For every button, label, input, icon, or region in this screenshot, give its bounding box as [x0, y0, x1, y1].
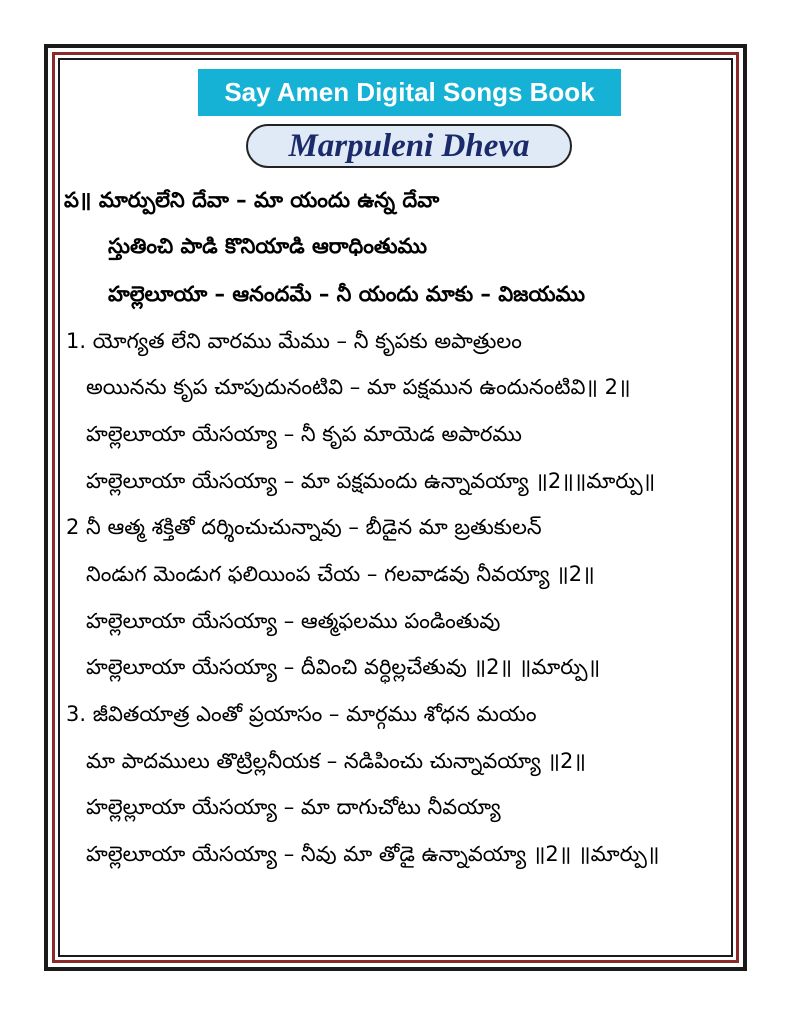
songbook-banner: Say Amen Digital Songs Book — [198, 69, 621, 116]
verse-line: హల్లెలూయా యేసయ్యా – నీ కృప మాయెడ అపారము — [86, 422, 522, 446]
verse-line: మా పాదములు తొట్రిల్లనీయక – నడిపించు చున్నావయ్యా ॥2॥ — [86, 749, 586, 773]
verse-line: హల్లెలూయా యేసయ్యా – దీవించి వర్ధిల్లచేతువు ॥2॥ ॥మార్పు॥ — [86, 655, 601, 679]
verse-line: అయినను కృప చూపుదునంటివి – మా పక్షమున ఉందునంటివి॥ 2॥ — [86, 375, 631, 399]
verse-line: 3. జీవితయాత్ర ఎంతో ప్రయాసం – మార్గము శోధన మయం — [66, 702, 537, 726]
chorus-line: హల్లెలూయా – ఆనందమే – నీ యందు మాకు – విజయము — [108, 282, 586, 306]
verse-line: హల్లెలూయా యేసయ్యా – మా పక్షమందు ఉన్నావయ్యా ॥2॥॥మార్పు॥ — [86, 469, 656, 493]
verse-line: 2 నీ ఆత్మ శక్తితో దర్శించుచున్నావు – బీడైన మా బ్రతుకులన్ — [66, 515, 542, 539]
verse-line: నిండుగ మెండుగ ఫలియింప చేయ – గలవాడవు నీవయ్యా ॥2॥ — [86, 562, 595, 586]
chorus-line: ప॥ మార్పులేని దేవా – మా యందు ఉన్న దేవా — [64, 188, 440, 212]
verse-line: హల్లెలూయా యేసయ్యా – ఆత్మఫలము పండింతువు — [86, 609, 501, 633]
verse-line: 1. యోగ్యత లేని వారము మేము – నీ కృపకు అపాత్రులం — [66, 329, 522, 353]
chorus-line: స్తుతించి పాడి కొనియాడి ఆరాధింతుము — [108, 234, 427, 258]
verse-line: హల్లెల్లూయా యేసయ్యా – మా దాగుచోటు నీవయ్యా — [86, 795, 501, 819]
verse-line: హల్లెలూయా యేసయ్యా – నీవు మా తోడై ఉన్నావయ్యా ॥2॥ ॥మార్పు॥ — [86, 842, 660, 866]
song-title: Marpuleni Dheva — [246, 124, 572, 168]
